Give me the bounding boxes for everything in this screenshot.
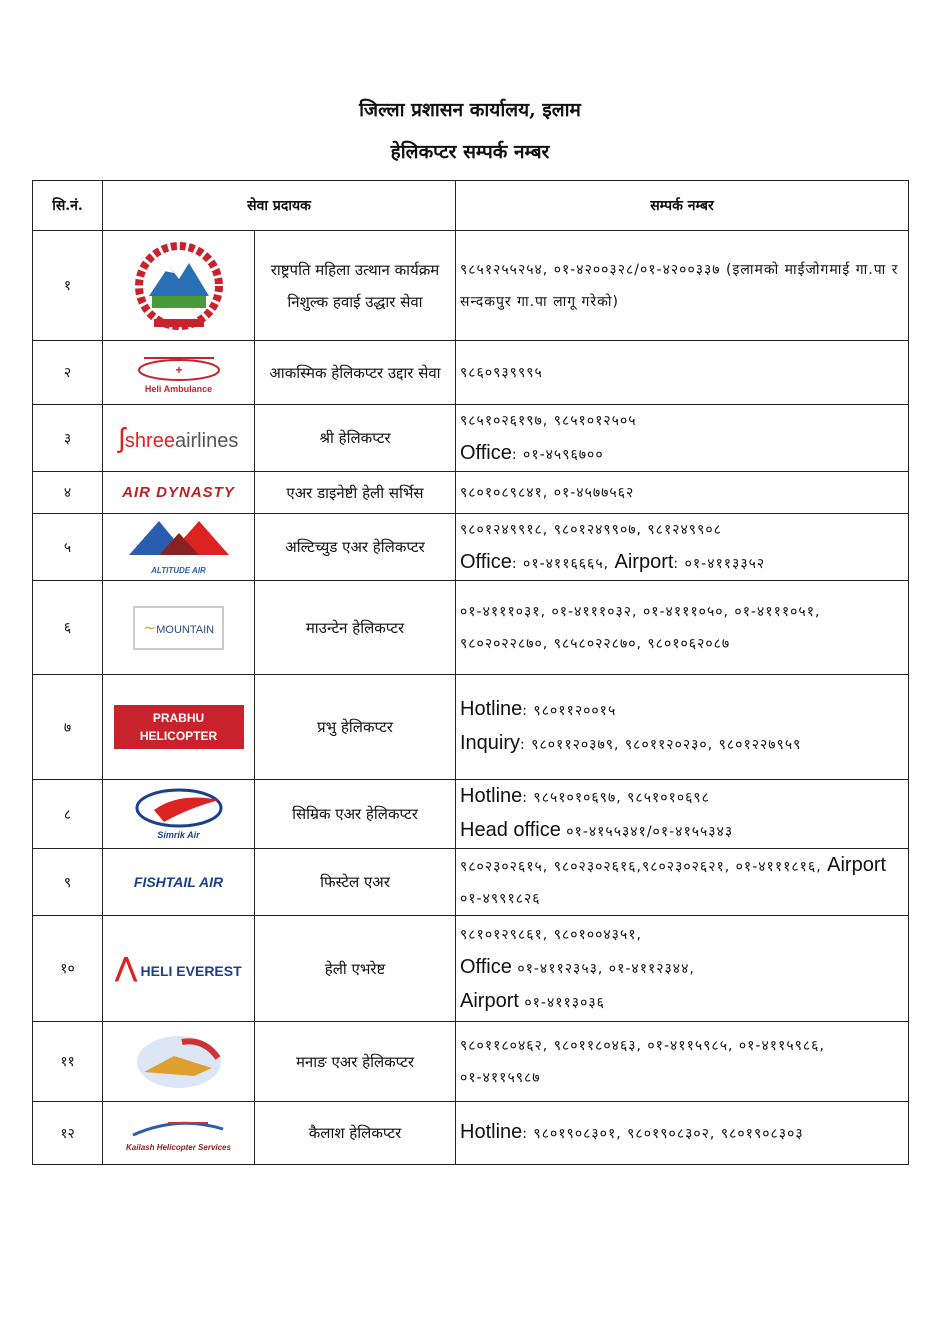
contact-label: Hotline xyxy=(460,698,523,720)
serial-number: १० xyxy=(33,916,103,1022)
logo-image: ⋀ HELI EVEREST xyxy=(115,951,242,982)
provider-logo xyxy=(103,341,255,405)
contact-numbers xyxy=(456,231,909,341)
provider-logo xyxy=(103,231,255,341)
serial-number: ५ xyxy=(33,514,103,581)
contact-numbers xyxy=(456,514,909,581)
provider-name: राष्ट्रपति महिला उत्थान कार्यक्रम निशुल्क हवाई उद्धार सेवा xyxy=(255,231,456,341)
table-row xyxy=(33,472,909,514)
provider-name: फिस्टेल एअर xyxy=(255,849,456,916)
contact-numbers xyxy=(456,1102,909,1165)
contact-numbers xyxy=(456,405,909,472)
contact-number: ९८५१२५५२५४, ०१-४२००३२८/०१-४२००३३७ (इलामको माईजोगमाई गा.पा र सन्दकपुर गा.पा लागू गरेको) xyxy=(460,261,899,310)
contact-number: ०१-४१५५३४१/०१-४१५५३४३ xyxy=(560,824,734,840)
logo-image: PRABHU HELICOPTER xyxy=(103,705,254,749)
provider-name: आकस्मिक हेलिकप्टर उद्दार सेवा xyxy=(255,341,456,405)
contact-number: ९८०१२४९९१८, ९८०१२४९९०७, ९८१२४९९०८ xyxy=(460,522,722,538)
provider-logo xyxy=(103,849,255,916)
contact-number: ०१-४११३०३६ xyxy=(518,994,605,1011)
provider-name: कैलाश हेलिकप्टर xyxy=(255,1102,456,1165)
contact-label: Office xyxy=(460,551,512,573)
contact-number: ०१-४९९१८२६ xyxy=(460,891,541,907)
table-row xyxy=(33,675,909,780)
serial-number: २ xyxy=(33,341,103,405)
contact-number: : ०१-४५९६७०० xyxy=(511,447,604,463)
contact-label: Office xyxy=(460,442,512,464)
serial-number: ४ xyxy=(33,472,103,514)
svg-text:+: + xyxy=(174,362,183,377)
contact-number: ९८०२३०२६१५, ९८०२३०२६१६,९८०२३०२६२१, ०१-४१११८१६, xyxy=(460,859,828,875)
contact-number: ०१-४१११०३१, ०१-४१११०३२, ०१-४१११०५०, ०१-४१११०५१, ९८०२०२२८७०, ९८५८०२२८७०, ९८०१०६२०८७ xyxy=(460,603,821,652)
contact-number: ९८५१०२६१९७, ९८५१०१२५०५ xyxy=(460,413,637,429)
helicopter-contact-table xyxy=(32,180,909,1165)
serial-number: ७ xyxy=(33,675,103,780)
contact-label: Head office xyxy=(460,819,561,841)
provider-logo xyxy=(103,472,255,514)
contact-label: Airport xyxy=(614,551,674,573)
contact-label: Hotline xyxy=(460,785,523,807)
contact-number: ९८६०९३९९९५ xyxy=(460,364,543,381)
contact-numbers xyxy=(456,472,909,514)
serial-number: ९ xyxy=(33,849,103,916)
provider-name: सिम्रिक एअर हेलिकप्टर xyxy=(255,780,456,849)
serial-number: १२ xyxy=(33,1102,103,1165)
contact-numbers xyxy=(456,341,909,405)
table-row xyxy=(33,849,909,916)
contact-label: Airport xyxy=(827,854,887,876)
logo-image: AIR DYNASTY xyxy=(122,484,235,501)
contact-label: Inquiry xyxy=(460,732,521,754)
provider-name: माउन्टेन हेलिकप्टर xyxy=(255,581,456,675)
contact-number: : ९८०१९०८३०१, ९८०१९०८३०२, ९८०१९०८३०३ xyxy=(522,1126,804,1142)
contact-label: Hotline xyxy=(460,1121,523,1143)
serial-number: ११ xyxy=(33,1022,103,1102)
provider-logo xyxy=(103,1022,255,1102)
contact-numbers xyxy=(456,581,909,675)
table-row xyxy=(33,916,909,1022)
contact-number: : ९८५१०१०६९७, ९८५१०१०६९८ xyxy=(522,790,710,806)
contact-number: : ९८०११२०३७९, ९८०११२०२३०, ९८०१२२७९५९ xyxy=(520,737,802,753)
contact-number: : ०१-४११३३५२ xyxy=(673,556,766,572)
serial-number: ३ xyxy=(33,405,103,472)
office-title: जिल्ला प्रशासन कार्यालय, इलाम xyxy=(359,99,581,121)
provider-name: एअर डाइनेष्टी हेली सर्भिस xyxy=(255,472,456,514)
contact-number: : ९८०११२००१५ xyxy=(522,703,617,719)
provider-logo xyxy=(103,514,255,581)
logo-image: ∼MOUNTAIN xyxy=(103,606,254,650)
provider-name: हेली एभरेष्ट xyxy=(255,916,456,1022)
serial-number: ६ xyxy=(33,581,103,675)
contact-numbers xyxy=(456,849,909,916)
provider-name: प्रभु हेलिकप्टर xyxy=(255,675,456,780)
logo-image: Kailash Helicopter Services xyxy=(103,1115,254,1152)
logo-image: ʃshreeairlines xyxy=(118,422,239,453)
contact-numbers xyxy=(456,1022,909,1102)
contact-numbers xyxy=(456,675,909,780)
logo-image: + Heli Ambulance xyxy=(103,352,254,394)
contact-number: : ०१-४११६६६५, xyxy=(511,556,615,572)
logo-image: ALTITUDE AIR xyxy=(103,519,254,575)
document-subtitle: हेलिकप्टर सम्पर्क नम्बर xyxy=(390,141,550,163)
provider-logo xyxy=(103,581,255,675)
table-row xyxy=(33,581,909,675)
logo-image xyxy=(103,1032,254,1092)
logo-image xyxy=(103,241,254,331)
serial-number: ८ xyxy=(33,780,103,849)
column-header-serial: सि.नं. xyxy=(33,181,103,231)
table-row xyxy=(33,514,909,581)
column-header-contact: सम्पर्क नम्बर xyxy=(456,181,909,231)
serial-number: १ xyxy=(33,231,103,341)
logo-image: FISHTAIL AIR xyxy=(133,874,224,890)
contact-label: Airport xyxy=(460,989,519,1012)
table-row xyxy=(33,780,909,849)
table-header-row xyxy=(33,181,909,231)
table-row xyxy=(33,405,909,472)
contact-label: Office xyxy=(460,955,512,978)
provider-logo xyxy=(103,780,255,849)
provider-name: अल्टिच्युड एअर हेलिकप्टर xyxy=(255,514,456,581)
contact-number: ९८०१०८९८४१, ०१-४५७७५६२ xyxy=(460,484,635,501)
column-header-provider: सेवा प्रदायक xyxy=(103,181,456,231)
contact-number: ९८१०१२९८६१, ९८०१००४३५१, xyxy=(460,926,642,943)
table-row xyxy=(33,1102,909,1165)
provider-logo xyxy=(103,405,255,472)
table-row xyxy=(33,1022,909,1102)
table-row xyxy=(33,341,909,405)
provider-logo xyxy=(103,1102,255,1165)
table-row xyxy=(33,231,909,341)
contact-numbers xyxy=(456,780,909,849)
contact-numbers xyxy=(456,916,909,1022)
contact-number: ९८०११८०४६२, ९८०११८०४६३, ०१-४११५९८५, ०१-४११५९८६, ०१-४११५९८७ xyxy=(460,1037,825,1086)
contact-number: ०१-४११२३५३, ०१-४११२३४४, xyxy=(511,960,695,977)
logo-image: Simrik Air xyxy=(103,788,254,840)
provider-name: श्री हेलिकप्टर xyxy=(255,405,456,472)
provider-name: मनाङ एअर हेलिकप्टर xyxy=(255,1022,456,1102)
provider-logo xyxy=(103,675,255,780)
provider-logo xyxy=(103,916,255,1022)
